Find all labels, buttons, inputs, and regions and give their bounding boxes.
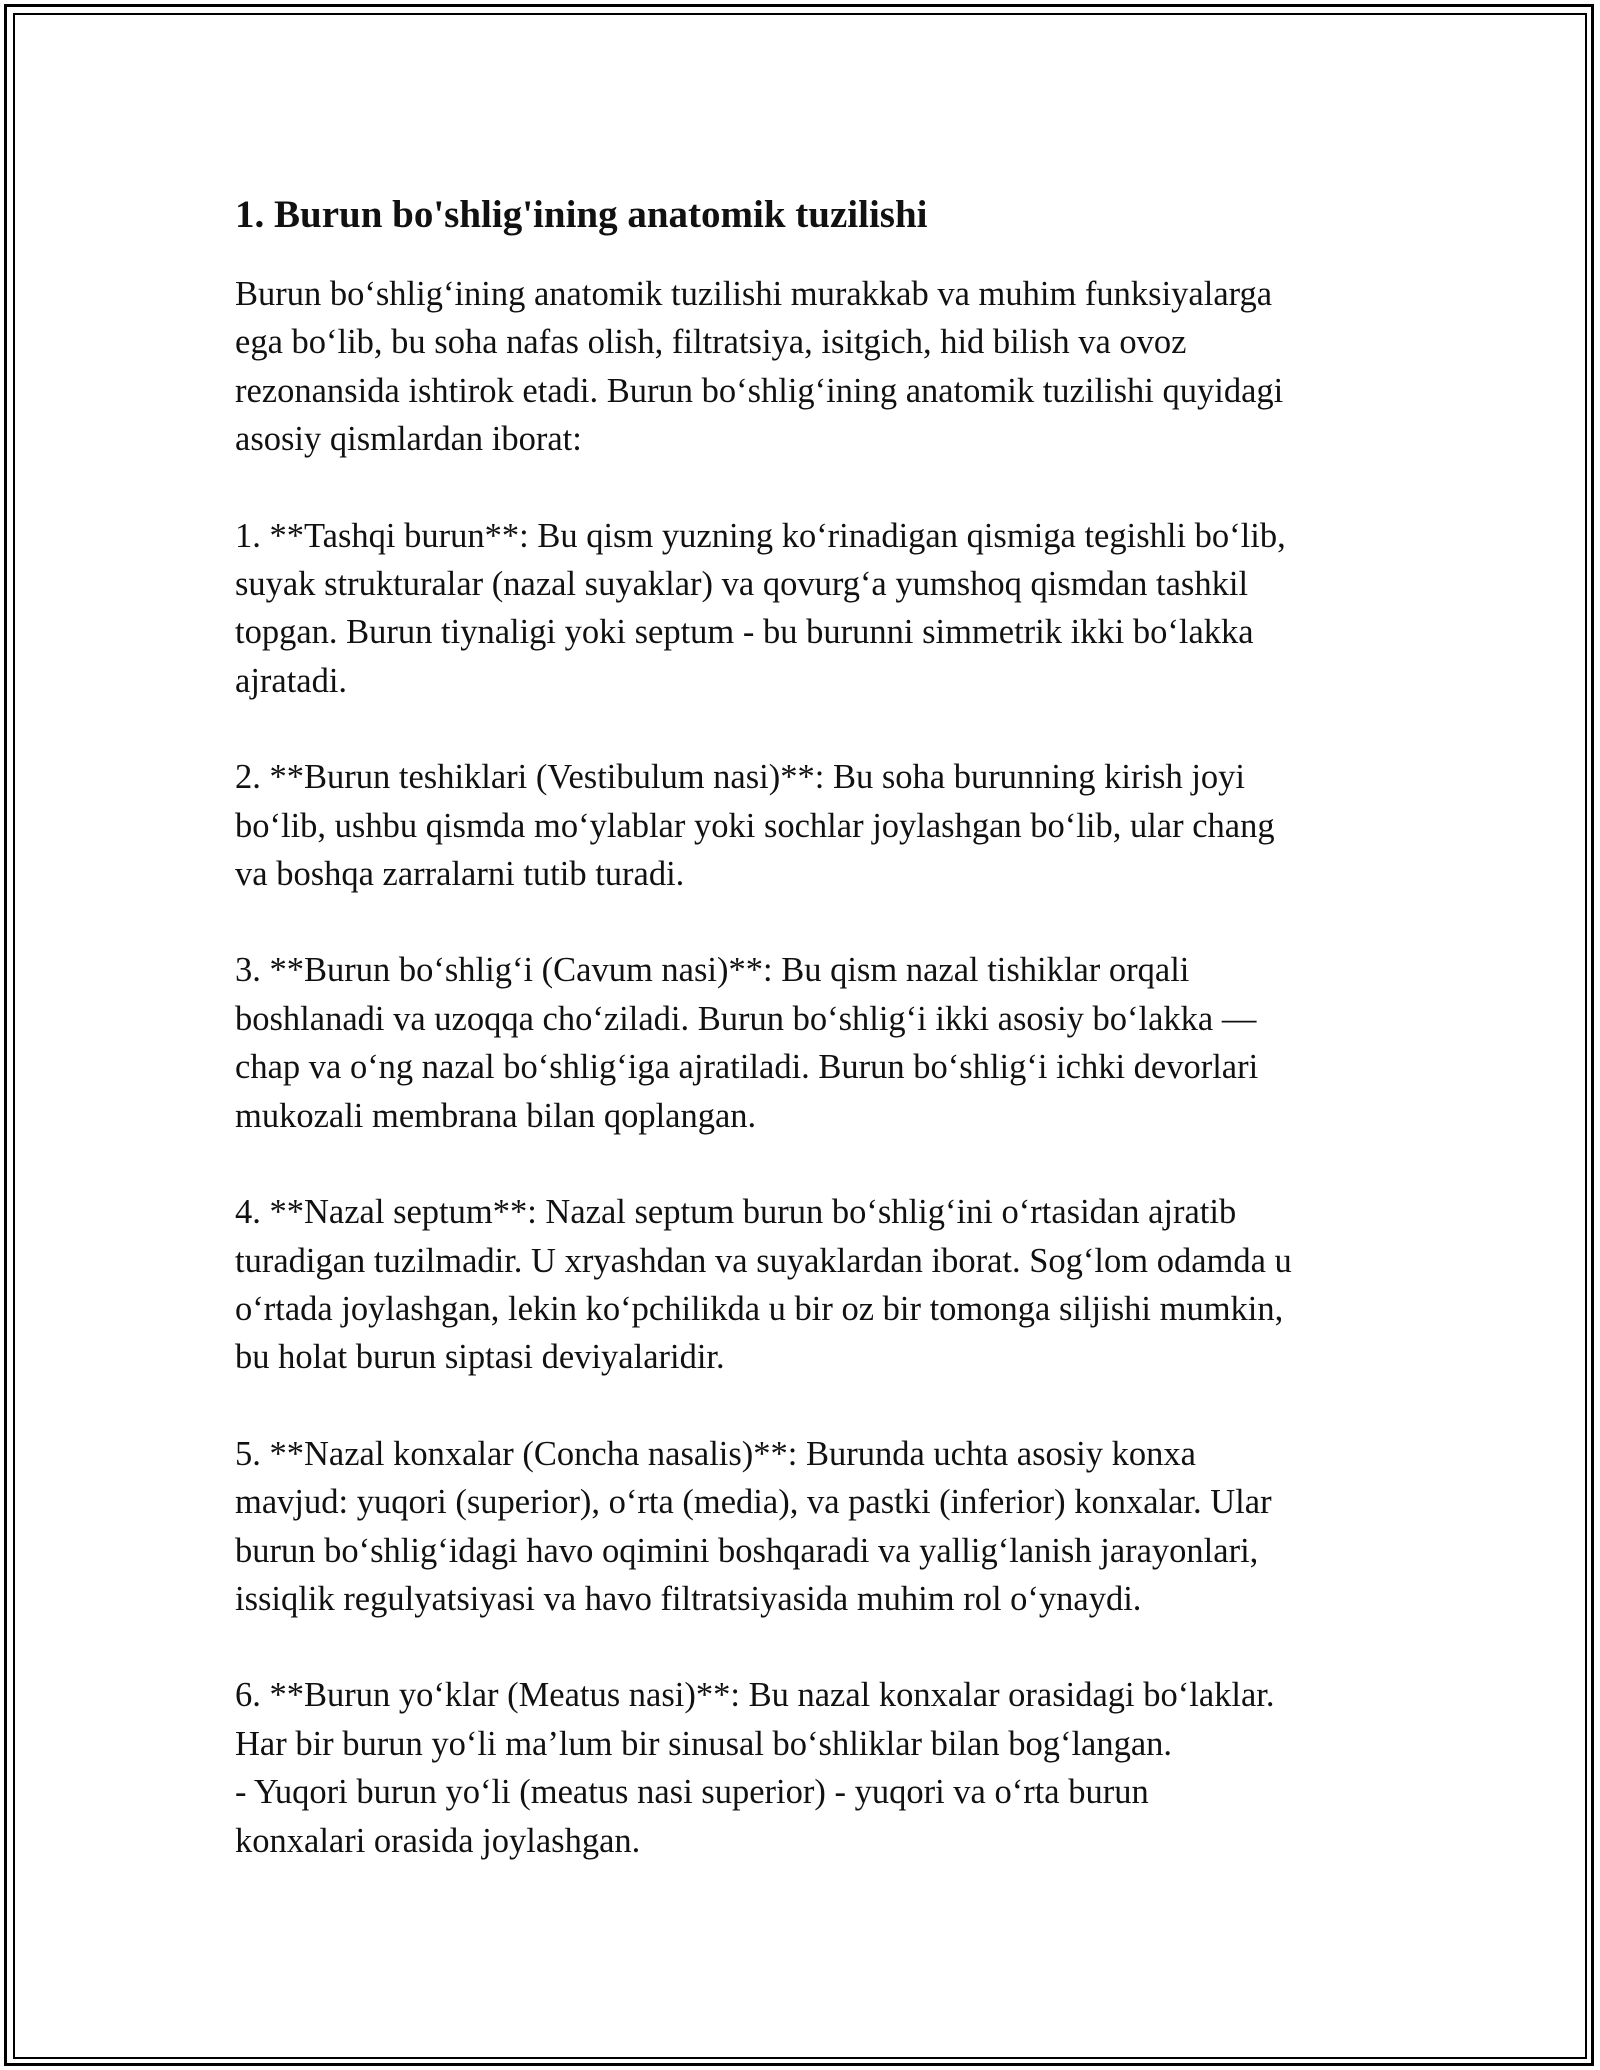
item-burun-boshligi: 3. **Burun bo‘shlig‘i (Cavum nasi)**: Bu qism nazal tishiklar orqali boshlanadi va uzoqqa cho‘ziladi. Burun bo‘shlig‘i ikki asosiy bo‘lakka — chap va o‘ng nazal bo‘shlig‘iga ajratiladi. Burun bo‘shlig‘i ichki devorlari mukozali membrana bilan qoplangan. bbox=[235, 951, 1259, 1135]
section-heading: 1. Burun bo'shlig'ining anatomik tuzilishi bbox=[235, 193, 928, 236]
item-burun-teshiklari: 2. **Burun teshiklari (Vestibulum nasi)**: Bu soha burunning kirish joyi bo‘lib, ushbu qismda mo‘ylablar yoki sochlar joylashgan bo‘lib, ular chang va boshqa zarralarni tutib turadi. bbox=[235, 758, 1275, 894]
item-tashqi-burun: 1. **Tashqi burun**: Bu qism yuzning ko‘rinadigan qismiga tegishli bo‘lib, suyak strukturalar (nazal suyaklar) va qovurg‘a yumshoq qismdan tashkil topgan. Burun tiynaligi yoki septum - bu burunni simmetrik ikki bo‘lakka ajratadi. bbox=[235, 516, 1286, 700]
item-nazal-konxalar: 5. **Nazal konxalar (Concha nasalis)**: Burunda uchta asosiy konxa mavjud: yuqori (superior), o‘rta (media), va pastki (inferior) konxalar. Ular burun bo‘shlig‘idagi havo oqimini boshqaradi va yallig‘lanish jarayonlari, issiqlik regulyatsiyasi va havo filtratsiyasida muhim rol o‘ynaydi. bbox=[235, 1434, 1272, 1618]
item-nazal-septum: 4. **Nazal septum**: Nazal septum burun bo‘shlig‘ini o‘rtasidan ajratib turadigan tuzilmadir. U xryashdan va suyaklardan iborat. Sog‘lom odamda u o‘rtada joylashgan, lekin ko‘pchilikda u bir oz bir tomonga siljishi mumkin, bu holat burun siptasi deviyalaridir. bbox=[235, 1193, 1292, 1377]
item-burun-yoklar: 6. **Burun yo‘klar (Meatus nasi)**: Bu nazal konxalar orasidagi bo‘laklar. Har bir burun yo‘li ma’lum bir sinusal bo‘shliklar bilan bog‘langan. - Yuqori burun yo‘li (meatus nasi superior) - yuqori va o‘rta burun konxalari orasida joylashgan. bbox=[235, 1676, 1275, 1860]
intro-paragraph: Burun bo‘shlig‘ining anatomik tuzilishi murakkab va muhim funksiyalarga ega bo‘lib, bu soha nafas olish, filtratsiya, isitgich, hid bilish va ovoz rezonansida ishtirok etadi. Burun bo‘shlig‘ining anatomik tuzilishi quyidagi asosiy qismlardan iborat: bbox=[235, 275, 1284, 459]
document-body bbox=[235, 186, 1375, 1913]
